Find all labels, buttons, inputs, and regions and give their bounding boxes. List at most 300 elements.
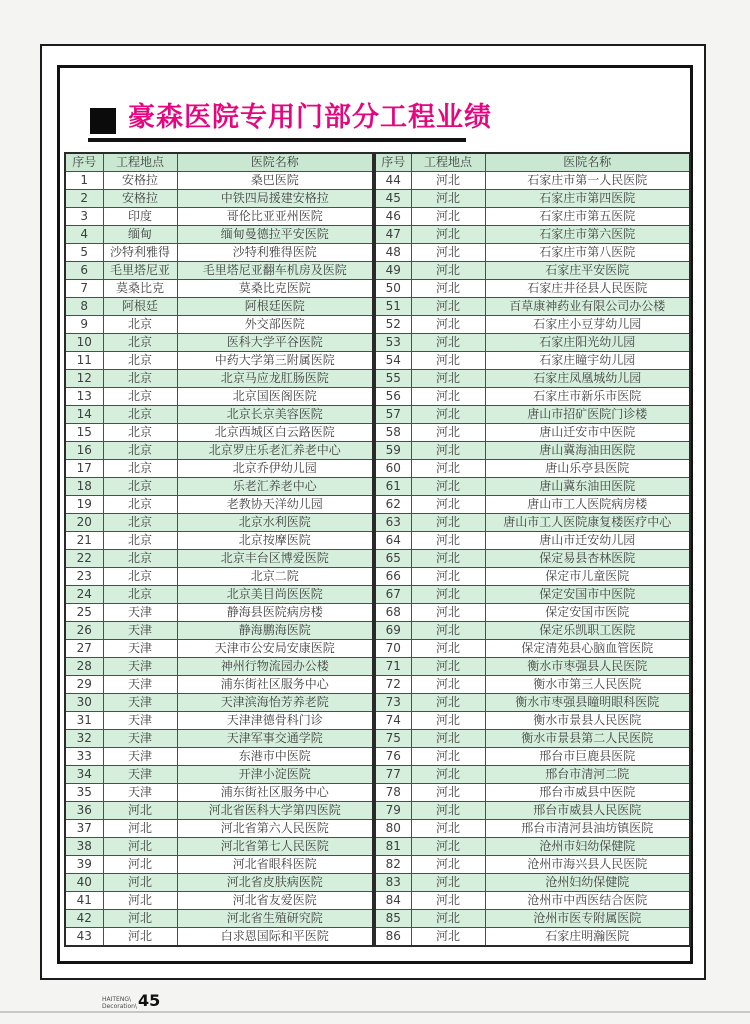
serial-number-cell: 83 [375,874,411,892]
table-row [65,658,373,676]
serial-number-cell: 77 [375,766,411,784]
table-row [65,334,373,352]
table-row [65,586,373,604]
table-row [65,226,373,244]
table-row [375,424,690,442]
page-outer-frame [40,44,706,1010]
table-row [65,730,373,748]
table-row [375,676,690,694]
title-square-bullet-icon [90,108,116,134]
hospital-name-cell: 北京长京美容医院 [177,406,373,424]
hospital-name-cell: 乐老汇养老中心 [177,478,373,496]
project-location-cell: 河北 [411,334,485,352]
hospital-name-cell: 唐山冀海油田医院 [485,442,690,460]
serial-number-cell: 73 [375,694,411,712]
hospital-name-cell: 中铁四局援建安格拉 [177,190,373,208]
serial-number-cell: 50 [375,280,411,298]
projects-table-right [374,152,691,947]
table-row [65,478,373,496]
project-location-cell: 河北 [411,298,485,316]
serial-number-cell: 81 [375,838,411,856]
serial-number-cell: 79 [375,802,411,820]
table-row [375,730,690,748]
table-row [65,262,373,280]
project-location-cell: 河北 [103,892,177,910]
serial-number-cell: 47 [375,226,411,244]
project-location-cell: 阿根廷 [103,298,177,316]
project-location-cell: 北京 [103,514,177,532]
hospital-name-cell: 衡水市景县人民医院 [485,712,690,730]
table-row [375,226,690,244]
project-location-cell: 河北 [411,874,485,892]
hospital-name-cell: 沙特利雅得医院 [177,244,373,262]
serial-number-cell: 39 [65,856,103,874]
project-location-cell: 北京 [103,550,177,568]
project-location-cell: 河北 [411,316,485,334]
project-location-cell: 北京 [103,370,177,388]
hospital-name-cell: 河北省生殖研究院 [177,910,373,928]
serial-number-cell: 33 [65,748,103,766]
serial-number-cell: 32 [65,730,103,748]
table-row [375,910,690,928]
project-location-cell: 天津 [103,712,177,730]
hospital-name-cell: 邢台市巨鹿县医院 [485,748,690,766]
page-title: 豪森医院专用门部分工程业绩 [128,102,492,133]
serial-number-cell: 70 [375,640,411,658]
project-location-cell: 河北 [103,802,177,820]
serial-number-cell: 40 [65,874,103,892]
hospital-name-cell: 沧州市中西医结合医院 [485,892,690,910]
serial-number-cell: 55 [375,370,411,388]
serial-number-cell: 82 [375,856,411,874]
project-location-cell: 天津 [103,730,177,748]
table-row [375,280,690,298]
serial-number-cell: 44 [375,172,411,190]
serial-number-cell: 48 [375,244,411,262]
project-location-cell: 河北 [411,820,485,838]
hospital-name-cell: 保定乐凯职工医院 [485,622,690,640]
serial-number-cell: 68 [375,604,411,622]
hospital-name-cell: 静海县医院病房楼 [177,604,373,622]
serial-number-cell: 29 [65,676,103,694]
project-location-cell: 北京 [103,406,177,424]
project-location-cell: 北京 [103,460,177,478]
hospital-name-cell: 医科大学平谷医院 [177,334,373,352]
serial-number-cell: 1 [65,172,103,190]
project-location-cell: 河北 [411,712,485,730]
table-row [375,244,690,262]
hospital-name-cell: 沧州妇幼保健院 [485,874,690,892]
table-row [375,190,690,208]
project-location-cell: 河北 [103,838,177,856]
table-row [65,802,373,820]
serial-number-cell: 69 [375,622,411,640]
header-project-location: 工程地点 [411,153,485,172]
serial-number-cell: 35 [65,784,103,802]
project-location-cell: 北京 [103,586,177,604]
serial-number-cell: 53 [375,334,411,352]
project-location-cell: 河北 [411,280,485,298]
table-row [375,370,690,388]
table-row [65,568,373,586]
serial-number-cell: 61 [375,478,411,496]
table-row [375,766,690,784]
hospital-name-cell: 唐山市工人医院康复楼医疗中心 [485,514,690,532]
project-location-cell: 河北 [411,370,485,388]
serial-number-cell: 4 [65,226,103,244]
table-row [375,748,690,766]
table-row [65,172,373,190]
serial-number-cell: 2 [65,190,103,208]
project-location-cell: 河北 [411,550,485,568]
table-row [65,208,373,226]
table-row [375,352,690,370]
project-location-cell: 河北 [411,802,485,820]
projects-tables [64,152,691,947]
hospital-name-cell: 衡水市枣强县人民医院 [485,658,690,676]
table-row [65,928,373,947]
project-location-cell: 河北 [411,478,485,496]
serial-number-cell: 31 [65,712,103,730]
serial-number-cell: 74 [375,712,411,730]
hospital-name-cell: 石家庄小豆芽幼儿园 [485,316,690,334]
project-location-cell: 河北 [411,730,485,748]
serial-number-cell: 78 [375,784,411,802]
hospital-name-cell: 河北省眼科医院 [177,856,373,874]
hospital-name-cell: 河北省第六人民医院 [177,820,373,838]
table-row [65,694,373,712]
serial-number-cell: 3 [65,208,103,226]
table-row [65,352,373,370]
serial-number-cell: 27 [65,640,103,658]
table-row [375,262,690,280]
project-location-cell: 河北 [103,928,177,947]
hospital-name-cell: 阿根廷医院 [177,298,373,316]
serial-number-cell: 24 [65,586,103,604]
table-row [65,712,373,730]
hospital-name-cell: 天津军事交通学院 [177,730,373,748]
project-location-cell: 河北 [411,442,485,460]
serial-number-cell: 51 [375,298,411,316]
project-location-cell: 河北 [411,658,485,676]
hospital-name-cell: 北京乔伊幼儿园 [177,460,373,478]
serial-number-cell: 28 [65,658,103,676]
table-row [375,622,690,640]
project-location-cell: 北京 [103,424,177,442]
table-row [65,298,373,316]
project-location-cell: 天津 [103,676,177,694]
table-row [65,496,373,514]
project-location-cell: 毛里塔尼亚 [103,262,177,280]
hospital-name-cell: 桑巴医院 [177,172,373,190]
serial-number-cell: 85 [375,910,411,928]
project-location-cell: 河北 [411,892,485,910]
serial-number-cell: 46 [375,208,411,226]
project-location-cell: 河北 [103,874,177,892]
hospital-name-cell: 邢台市威县中医院 [485,784,690,802]
serial-number-cell: 17 [65,460,103,478]
serial-number-cell: 62 [375,496,411,514]
hospital-name-cell: 沧州市妇幼保健院 [485,838,690,856]
hospital-name-cell: 老教协天洋幼儿园 [177,496,373,514]
project-location-cell: 天津 [103,604,177,622]
table-row [375,784,690,802]
table-row [65,388,373,406]
table-row [65,532,373,550]
table-row [375,208,690,226]
serial-number-cell: 66 [375,568,411,586]
project-location-cell: 河北 [411,406,485,424]
table-row [375,586,690,604]
table-row [65,856,373,874]
hospital-name-cell: 保定安国市中医院 [485,586,690,604]
serial-number-cell: 41 [65,892,103,910]
serial-number-cell: 86 [375,928,411,947]
project-location-cell: 河北 [411,208,485,226]
serial-number-cell: 58 [375,424,411,442]
project-location-cell: 沙特利雅得 [103,244,177,262]
table-row [65,442,373,460]
hospital-name-cell: 石家庄平安医院 [485,262,690,280]
project-location-cell: 河北 [411,226,485,244]
hospital-name-cell: 浦东街社区服务中心 [177,676,373,694]
hospital-name-cell: 保定安国市医院 [485,604,690,622]
hospital-name-cell: 百草康神药业有限公司办公楼 [485,298,690,316]
hospital-name-cell: 北京丰台区博爱医院 [177,550,373,568]
hospital-name-cell: 沧州市海兴县人民医院 [485,856,690,874]
hospital-name-cell: 唐山乐亭县医院 [485,460,690,478]
hospital-name-cell: 白求恩国际和平医院 [177,928,373,947]
serial-number-cell: 20 [65,514,103,532]
table-row [375,640,690,658]
table-row [65,766,373,784]
table-row [375,658,690,676]
serial-number-cell: 22 [65,550,103,568]
project-location-cell: 北京 [103,532,177,550]
hospital-name-cell: 外交部医院 [177,316,373,334]
table-row [65,190,373,208]
serial-number-cell: 71 [375,658,411,676]
table-row [375,928,690,947]
project-location-cell: 河北 [411,586,485,604]
table-row [65,514,373,532]
hospital-name-cell: 北京美目尚医医院 [177,586,373,604]
table-row [375,604,690,622]
projects-table-left [64,152,374,947]
serial-number-cell: 34 [65,766,103,784]
title-block [90,102,492,134]
serial-number-cell: 36 [65,802,103,820]
project-location-cell: 河北 [411,622,485,640]
project-location-cell: 天津 [103,658,177,676]
serial-number-cell: 18 [65,478,103,496]
table-row [65,874,373,892]
table-row [375,460,690,478]
project-location-cell: 河北 [411,604,485,622]
project-location-cell: 河北 [411,424,485,442]
serial-number-cell: 60 [375,460,411,478]
hospital-name-cell: 天津市公安局安康医院 [177,640,373,658]
table-row [65,676,373,694]
serial-number-cell: 15 [65,424,103,442]
hospital-name-cell: 唐山冀东油田医院 [485,478,690,496]
serial-number-cell: 84 [375,892,411,910]
serial-number-cell: 16 [65,442,103,460]
serial-number-cell: 65 [375,550,411,568]
serial-number-cell: 75 [375,730,411,748]
project-location-cell: 北京 [103,496,177,514]
serial-number-cell: 9 [65,316,103,334]
hospital-name-cell: 石家庄明瀚医院 [485,928,690,947]
hospital-name-cell: 石家庄阳光幼儿园 [485,334,690,352]
project-location-cell: 河北 [411,190,485,208]
project-location-cell: 河北 [411,388,485,406]
page-inner-frame [57,65,693,964]
table-row [65,316,373,334]
table-row [65,910,373,928]
serial-number-cell: 25 [65,604,103,622]
serial-number-cell: 21 [65,532,103,550]
hospital-name-cell: 石家庄瞳宇幼儿园 [485,352,690,370]
project-location-cell: 天津 [103,694,177,712]
hospital-name-cell: 北京国医阁医院 [177,388,373,406]
serial-number-cell: 12 [65,370,103,388]
project-location-cell: 河北 [103,820,177,838]
title-underline [88,138,466,142]
project-location-cell: 河北 [411,676,485,694]
project-location-cell: 河北 [411,172,485,190]
brand-block [102,992,160,1010]
project-location-cell: 天津 [103,784,177,802]
serial-number-cell: 5 [65,244,103,262]
hospital-name-cell: 北京二院 [177,568,373,586]
table-row [375,298,690,316]
header-project-location: 工程地点 [103,153,177,172]
project-location-cell: 河北 [411,694,485,712]
table-row [65,820,373,838]
hospital-name-cell: 天津滨海怡芳养老院 [177,694,373,712]
serial-number-cell: 11 [65,352,103,370]
hospital-name-cell: 衡水市景县第二人民医院 [485,730,690,748]
serial-number-cell: 54 [375,352,411,370]
serial-number-cell: 38 [65,838,103,856]
project-location-cell: 河北 [411,532,485,550]
serial-number-cell: 67 [375,586,411,604]
project-location-cell: 北京 [103,388,177,406]
header-serial-number: 序号 [65,153,103,172]
serial-number-cell: 26 [65,622,103,640]
hospital-name-cell: 石家庄市新乐市医院 [485,388,690,406]
project-location-cell: 河北 [411,838,485,856]
serial-number-cell: 42 [65,910,103,928]
project-location-cell: 河北 [411,928,485,947]
table-row [375,334,690,352]
table-row [65,460,373,478]
hospital-name-cell: 北京马应龙肛肠医院 [177,370,373,388]
table-row [375,388,690,406]
hospital-name-cell: 石家庄市第八医院 [485,244,690,262]
serial-number-cell: 64 [375,532,411,550]
project-location-cell: 安格拉 [103,190,177,208]
project-location-cell: 河北 [411,352,485,370]
hospital-name-cell: 河北省医科大学第四医院 [177,802,373,820]
serial-number-cell: 14 [65,406,103,424]
serial-number-cell: 43 [65,928,103,947]
table-row [375,496,690,514]
serial-number-cell: 63 [375,514,411,532]
project-location-cell: 北京 [103,334,177,352]
hospital-name-cell: 保定易县杏林医院 [485,550,690,568]
project-location-cell: 河北 [411,748,485,766]
hospital-name-cell: 毛里塔尼亚翻车机房及医院 [177,262,373,280]
brand-line-2: Decoration\ [102,1003,137,1010]
table-row [375,820,690,838]
hospital-name-cell: 哥伦比亚亚州医院 [177,208,373,226]
hospital-name-cell: 北京罗庄乐老汇养老中心 [177,442,373,460]
hospital-name-cell: 衡水市枣强县瞳明眼科医院 [485,694,690,712]
table-row [375,856,690,874]
project-location-cell: 北京 [103,568,177,586]
project-location-cell: 缅甸 [103,226,177,244]
project-location-cell: 河北 [411,244,485,262]
table-row [375,532,690,550]
hospital-name-cell: 石家庄市第一人民医院 [485,172,690,190]
serial-number-cell: 19 [65,496,103,514]
hospital-name-cell: 唐山迁安市中医院 [485,424,690,442]
hospital-name-cell: 河北省第七人民医院 [177,838,373,856]
hospital-name-cell: 唐山市工人医院病房楼 [485,496,690,514]
project-location-cell: 天津 [103,748,177,766]
table-row [375,316,690,334]
serial-number-cell: 23 [65,568,103,586]
serial-number-cell: 45 [375,190,411,208]
header-hospital-name: 医院名称 [485,153,690,172]
serial-number-cell: 6 [65,262,103,280]
project-location-cell: 河北 [411,460,485,478]
serial-number-cell: 57 [375,406,411,424]
photo-edge-line [0,1011,750,1013]
hospital-name-cell: 沧州市医专附属医院 [485,910,690,928]
project-location-cell: 北京 [103,478,177,496]
project-location-cell: 河北 [411,496,485,514]
hospital-name-cell: 保定清苑县心脑血管医院 [485,640,690,658]
project-location-cell: 北京 [103,316,177,334]
project-location-cell: 天津 [103,640,177,658]
table-row [65,748,373,766]
hospital-name-cell: 邢台市清河县油坊镇医院 [485,820,690,838]
hospital-name-cell: 邢台市清河二院 [485,766,690,784]
serial-number-cell: 49 [375,262,411,280]
hospital-name-cell: 神州行物流园办公楼 [177,658,373,676]
project-location-cell: 印度 [103,208,177,226]
hospital-name-cell: 静海鹏海医院 [177,622,373,640]
hospital-name-cell: 缅甸曼德拉平安医院 [177,226,373,244]
table-row [65,892,373,910]
brand-logo [102,992,137,1010]
project-location-cell: 北京 [103,442,177,460]
table-row [375,550,690,568]
hospital-name-cell: 石家庄市第四医院 [485,190,690,208]
table-row [375,874,690,892]
serial-number-cell: 7 [65,280,103,298]
page-number: 45 [137,991,161,1010]
hospital-name-cell: 中药大学第三附属医院 [177,352,373,370]
serial-number-cell: 37 [65,820,103,838]
table-row [375,892,690,910]
table-row [375,514,690,532]
table-row [65,406,373,424]
serial-number-cell: 13 [65,388,103,406]
